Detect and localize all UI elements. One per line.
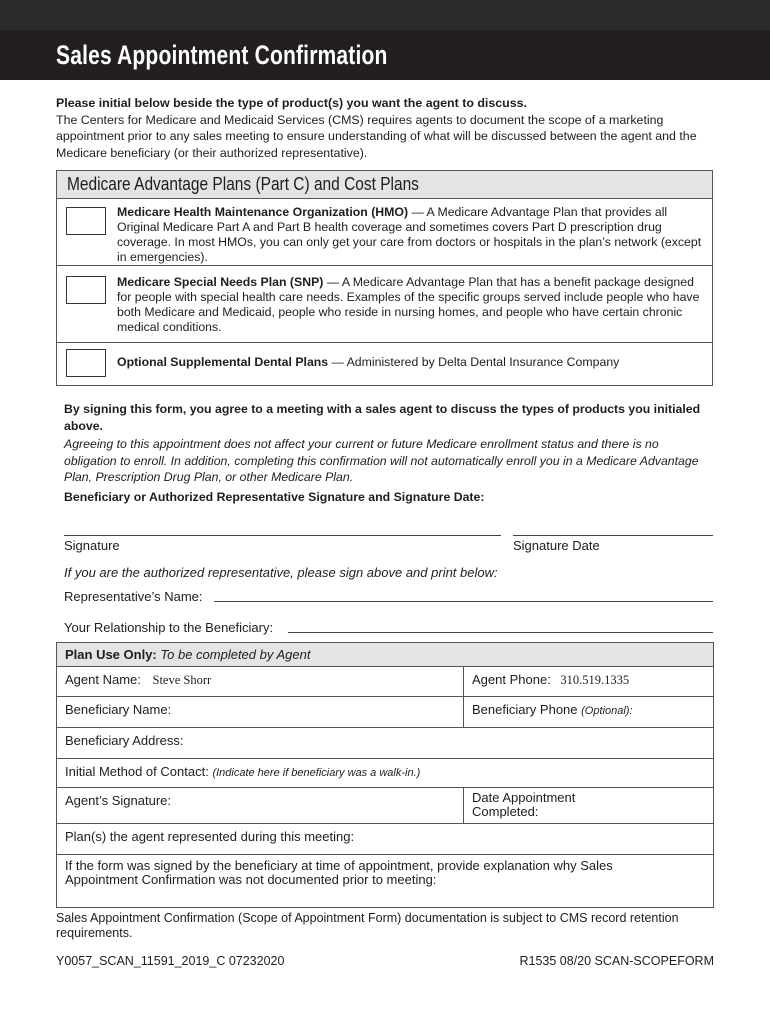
initial-box-snp[interactable] xyxy=(66,276,106,304)
intro-lead: Please initial below beside the type of product(s) you want the agent to discuss. xyxy=(56,96,527,110)
signature-line[interactable] xyxy=(64,535,501,536)
intro-section xyxy=(56,95,716,161)
plan-row-hmo xyxy=(57,199,712,266)
plan-row-dental xyxy=(57,343,712,386)
plan-desc-dental: — Administered by Delta Dental Insurance Company xyxy=(328,355,620,369)
rep-name-label: Representative’s Name: xyxy=(64,589,203,604)
footer-right-code: R1535 08/20 SCAN-SCOPEFORM xyxy=(519,954,714,968)
signature-heading: Beneficiary or Authorized Representative Signature and Signature Date: xyxy=(64,489,485,504)
plan-desc-snp: — A Medicare Advantage Plan that has a benefit package designed for people with special health care needs. Examples of the specific groups served include people who have both Medicare and Medicaid, people who reside in nursing homes, and people who have certain chronic medical conditions. xyxy=(117,275,700,334)
plans-represented-field[interactable]: Plan(s) the agent represented during this meeting: xyxy=(65,829,355,844)
rep-name-line[interactable] xyxy=(214,601,713,602)
plan-row-snp xyxy=(57,266,712,343)
contact-method-field[interactable]: Initial Method of Contact: (Indicate here if beneficiary was a walk-in.) xyxy=(65,764,421,779)
beneficiary-name-row xyxy=(57,697,713,728)
agent-name-row xyxy=(57,667,713,697)
page-title: Sales Appointment Confirmation xyxy=(56,40,388,70)
agent-phone-field[interactable]: Agent Phone: 310.519.1335 xyxy=(463,667,713,696)
top-dark-band xyxy=(0,0,770,30)
agent-phone-value: 310.519.1335 xyxy=(560,673,630,687)
plan-name-snp: Medicare Special Needs Plan (SNP) xyxy=(117,275,324,289)
agent-table xyxy=(56,642,714,908)
explanation-field[interactable]: If the form was signed by the beneficiary at time of appointment, provide explanation why Sales Appointment Confirmation was not documented prior to meeting: xyxy=(65,858,613,887)
beneficiary-address-row xyxy=(57,728,713,759)
title-banner xyxy=(0,30,770,80)
consent-section xyxy=(64,401,714,505)
plan-name-dental: Optional Supplemental Dental Plans xyxy=(117,355,329,369)
signature-date-line[interactable] xyxy=(513,535,713,536)
intro-body: The Centers for Medicare and Medicaid Services (CMS) requires agents to document the scope of a marketing appointment prior to any sales meeting to ensure understanding of what will be discussed between the agent and the Medicare beneficiary (or their authorized representative). xyxy=(56,112,697,160)
footer-note: Sales Appointment Confirmation (Scope of Appointment Form) documentation is subject to CMS record retention requirements. xyxy=(56,911,679,940)
signature-label: Signature xyxy=(64,538,120,553)
consent-statement: By signing this form, you agree to a meeting with a sales agent to discuss the types of products you initialed above. xyxy=(64,402,701,433)
relationship-line[interactable] xyxy=(288,632,713,633)
plan-name-hmo: Medicare Health Maintenance Organization (HMO) xyxy=(117,205,409,219)
initial-box-dental[interactable] xyxy=(66,349,106,377)
contact-method-row xyxy=(57,759,713,788)
beneficiary-address-field[interactable]: Beneficiary Address: xyxy=(65,733,184,748)
agent-signature-row xyxy=(57,788,713,824)
plans-represented-row xyxy=(57,824,713,855)
initial-box-hmo[interactable] xyxy=(66,207,106,235)
date-appointment-field[interactable]: Date Appointment Completed: xyxy=(463,788,713,823)
explanation-row xyxy=(57,855,713,907)
beneficiary-phone-field[interactable]: Beneficiary Phone (Optional): xyxy=(463,697,713,727)
consent-disclaimer: Agreeing to this appointment does not affect your current or future Medicare enrollment status and there is no obligation to enroll. In addition, completing this confirmation will not automatically enroll you in a Medicare Advantage Plan, Prescription Drug Plan, or other Medicare Plan. xyxy=(64,437,699,484)
rep-note: If you are the authorized representative, please sign above and print below: xyxy=(64,565,498,580)
plans-heading: Medicare Advantage Plans (Part C) and Cost Plans xyxy=(57,171,712,199)
agent-table-heading: Plan Use Only: To be completed by Agent xyxy=(57,643,713,667)
agent-name-value: Steve Shorr xyxy=(152,673,212,687)
signature-date-label: Signature Date xyxy=(513,538,600,553)
plans-section xyxy=(56,170,713,386)
beneficiary-name-field[interactable]: Beneficiary Name: xyxy=(65,702,172,717)
plan-desc-hmo: — A Medicare Advantage Plan that provides all Original Medicare Part A and Part B health coverage and sometimes covers Part D prescription drug coverage. In most HMOs, you can only get your care from doctors or hospitals in the plan’s network (except in emergencies). xyxy=(117,205,702,264)
footer-left-code: Y0057_SCAN_11591_2019_C 07232020 xyxy=(56,954,285,968)
agent-signature-field[interactable]: Agent’s Signature: xyxy=(65,793,171,808)
relationship-label: Your Relationship to the Beneficiary: xyxy=(64,620,274,635)
agent-name-field[interactable]: Agent Name: Steve Shorr xyxy=(65,672,212,687)
